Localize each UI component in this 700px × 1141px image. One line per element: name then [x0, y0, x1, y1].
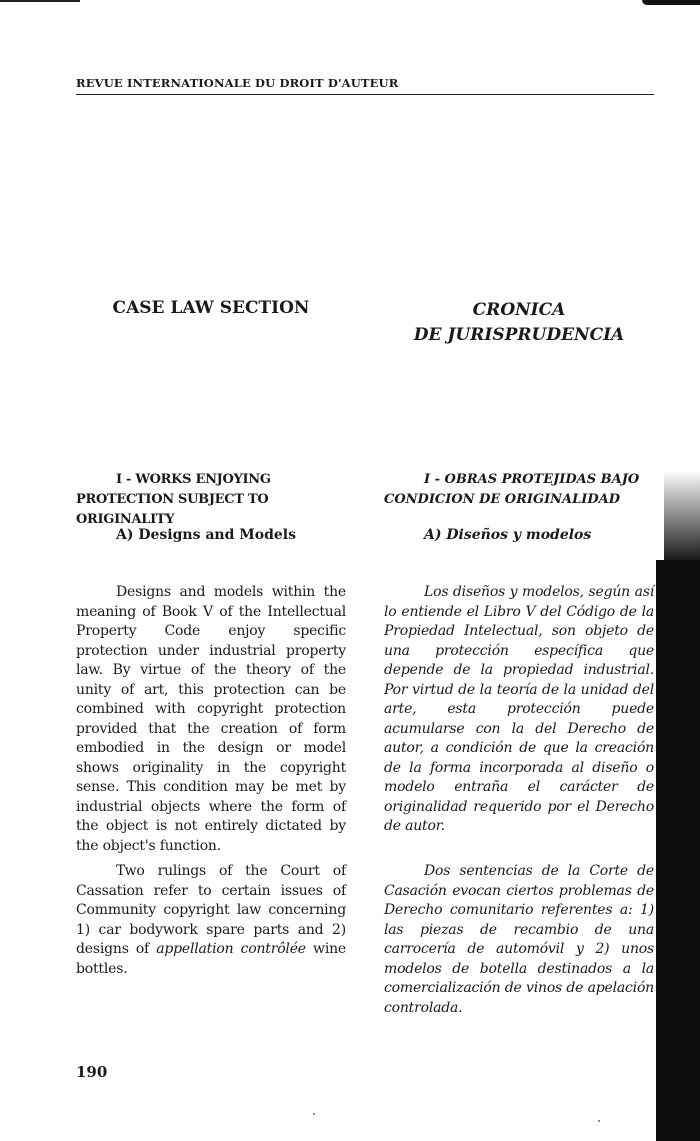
paragraph-1-english: Designs and models within the meaning of Book V of the Intellectual Property Code enjoy specific protection under industrial property law. By virtue of the theory of the unity of art, this protection can be combined with copyright protection provided that the creation of form embodied in the design or model shows originality in the copyright sense. This condition may be met by industrial objects where the form of the object is not entirely dictated by the object's function. — [76, 584, 346, 854]
chapter-heading-spanish: I - OBRAS PROTEJIDAS BAJO CONDICION DE ORIGINALIDAD — [384, 472, 640, 507]
section-title-spanish-line1: CRONICA — [472, 300, 566, 320]
paragraph-1-spanish: Los diseños y modelos, según así lo entiende el Libro V del Código de la Propiedad Intelectual, son objeto de una protección específica que depende de la propiedad industrial. Por virtud de la teoría de la unidad del arte, esta protección puede acumularse con la del Derecho de autor, a condición de que la creación de la forma incorporada al diseño o modelo entraña el carácter de originalidad requerido por el Derecho de autor. — [384, 584, 654, 834]
scan-speck — [598, 1120, 600, 1122]
scan-edge-shadow — [656, 560, 700, 1141]
header-rule — [76, 94, 654, 95]
paragraph-2-english — [76, 862, 346, 979]
running-header: REVUE INTERNATIONALE DU DROIT D'AUTEUR — [76, 76, 399, 90]
scan-speck — [313, 1113, 315, 1115]
section-title-spanish — [384, 298, 654, 348]
scan-edge-top-right — [642, 0, 700, 5]
section-title-english: CASE LAW SECTION — [112, 298, 310, 318]
paragraph-2-spanish: Dos sentencias de la Corte de Casación evocan ciertos problemas de Derecho comunitario referentes a: 1) las piezas de recambio de una carrocería de automóvil y 2) unos modelos de botella destinados a la comercialización de vinos de apelación controlada. — [384, 863, 654, 1016]
chapter-heading-english: I - WORKS ENJOYING PROTECTION SUBJECT TO ORIGINALITY — [76, 472, 271, 527]
scan-edge-top-left — [0, 0, 80, 2]
subheading-spanish: A) Diseños y modelos — [424, 527, 592, 543]
subheading-english: A) Designs and Models — [116, 527, 296, 543]
paragraph-2-english-text: Two rulings of the Court of Cassation refer to certain issues of Community copyright law concerning 1) car bodywork spare parts and 2) designs of — [76, 863, 346, 957]
scan-shadow-fade — [664, 470, 700, 565]
paragraph-2-english-italic: appellation contrôlée — [156, 941, 306, 957]
paragraph-2-english-end: wine bottles. — [76, 941, 346, 977]
page-number: 190 — [76, 1063, 108, 1081]
section-title-spanish-line2: DE JURISPRUDENCIA — [413, 325, 625, 345]
